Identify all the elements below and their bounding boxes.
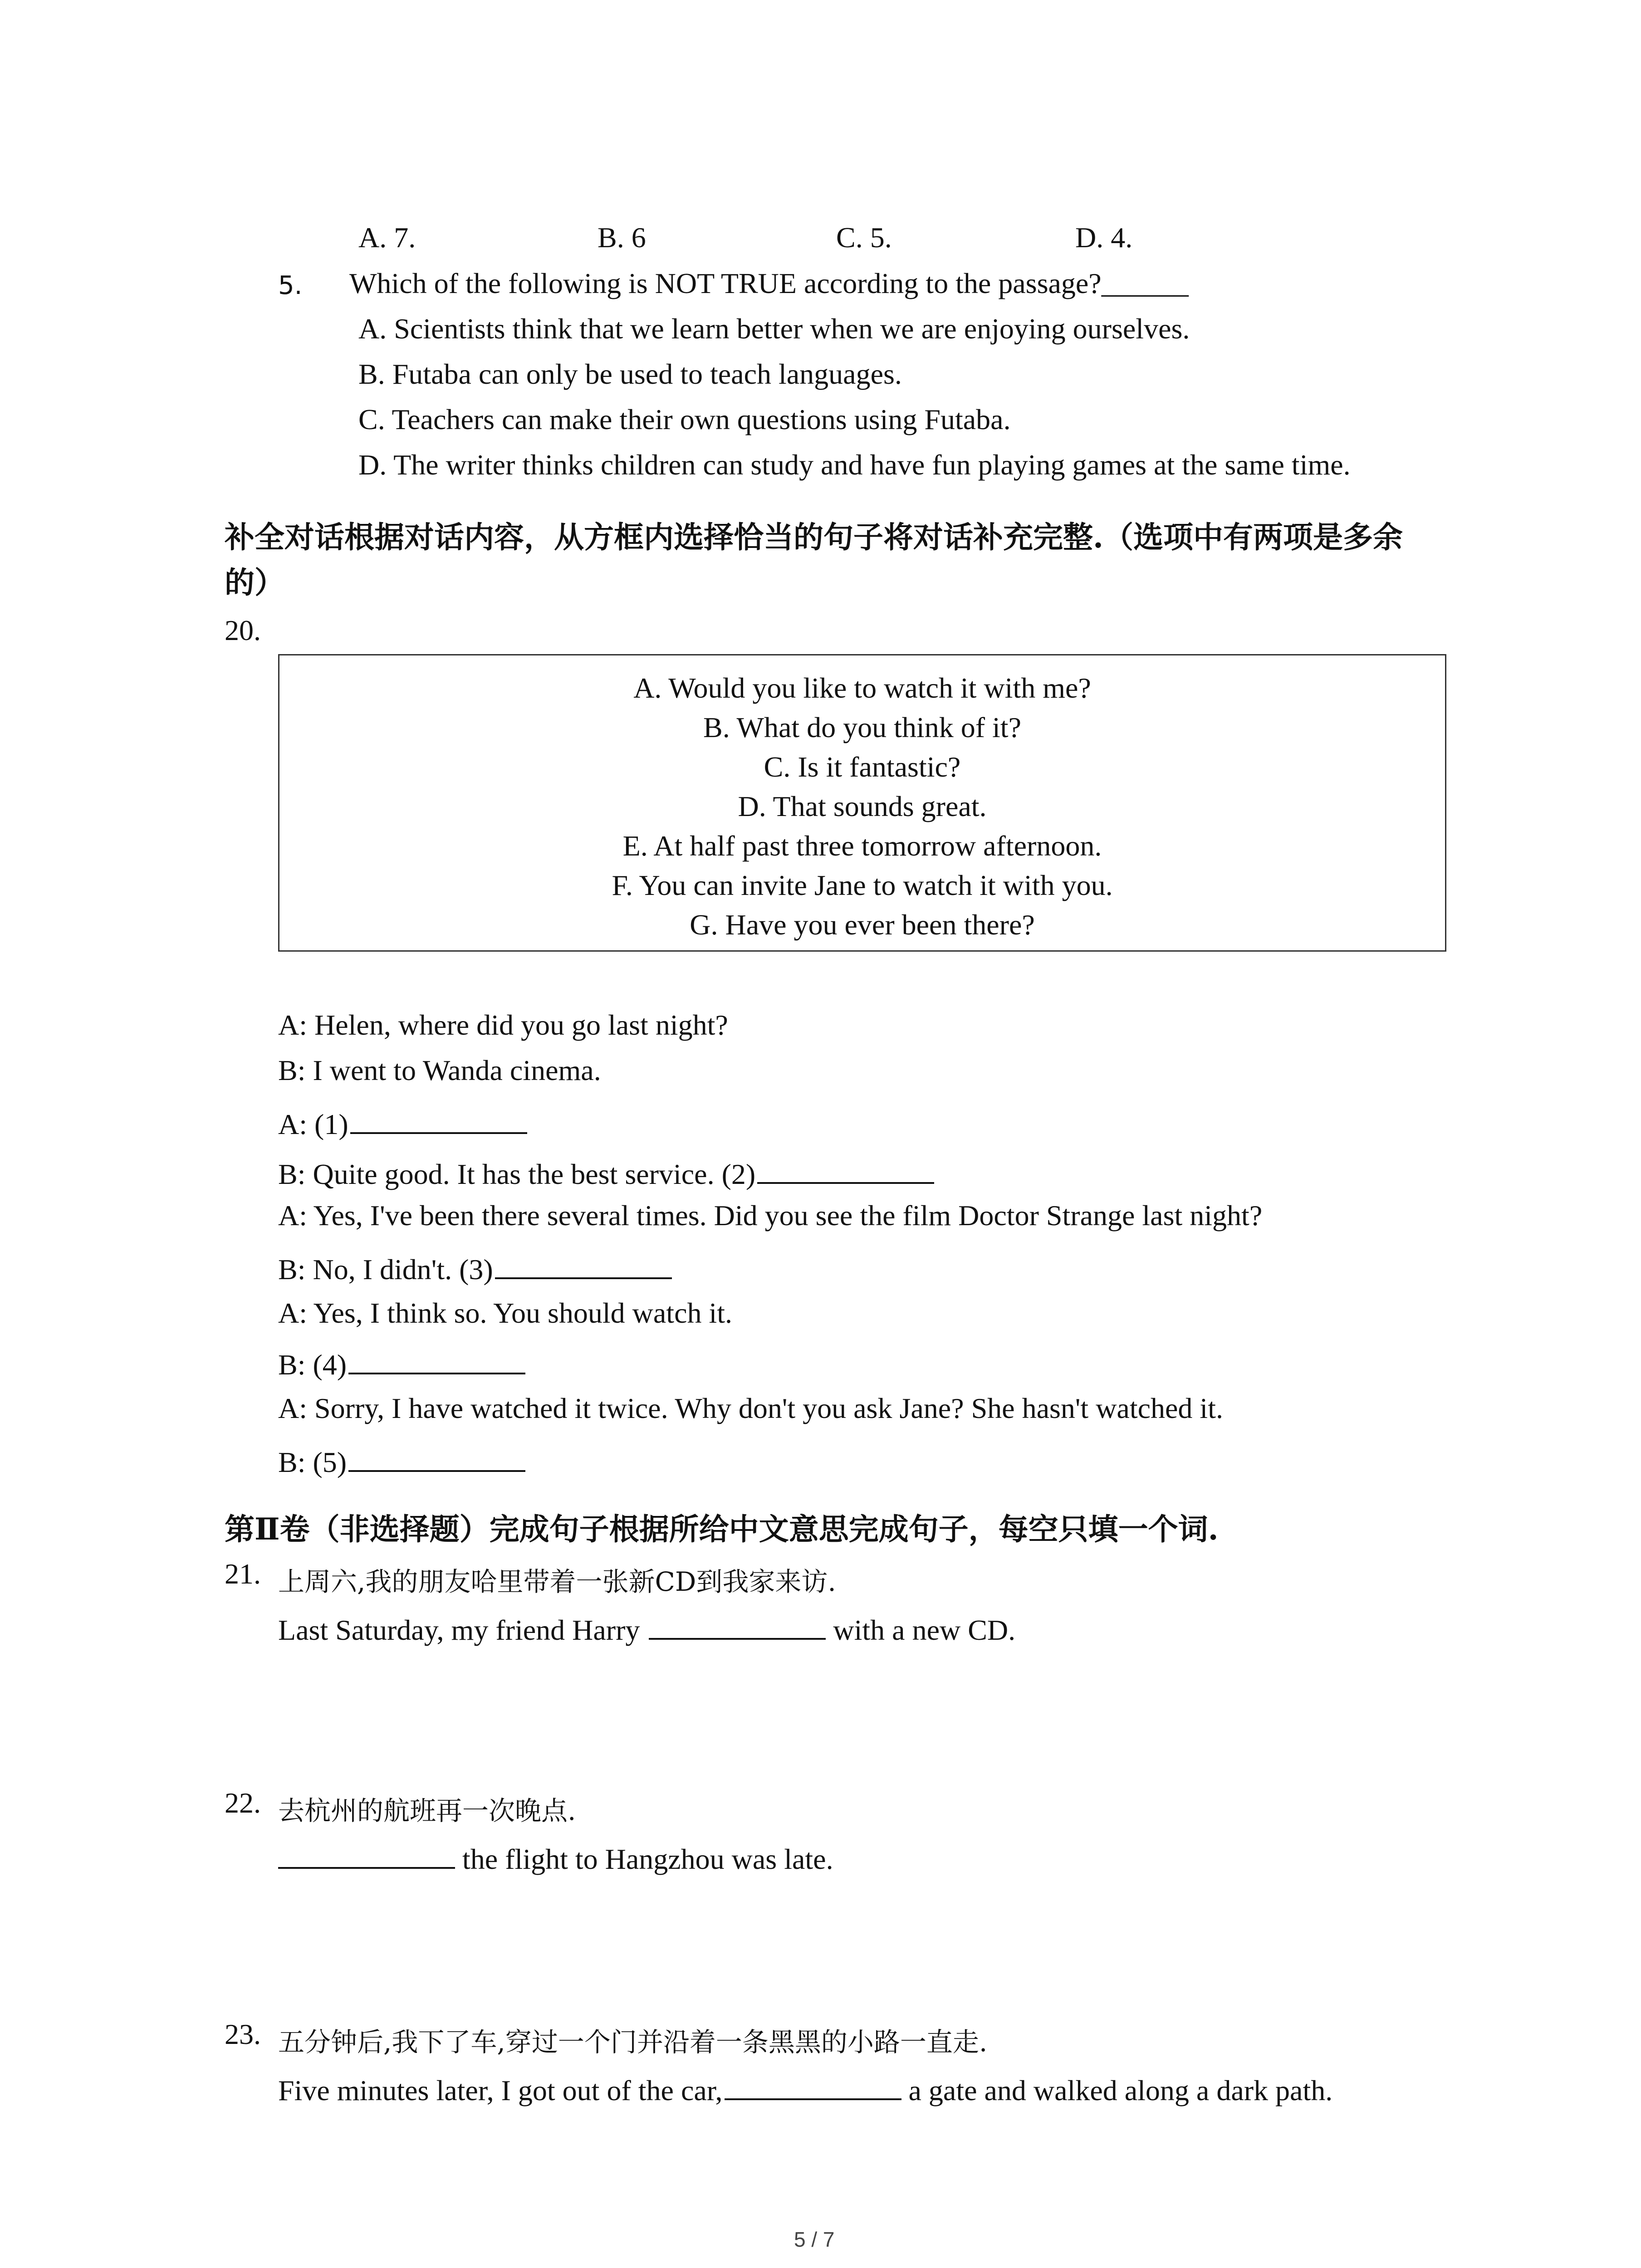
dialogue-line [278, 1106, 527, 1139]
q5-option-b: B. Futaba can only be used to teach languages. [358, 358, 902, 390]
answer-blank-1[interactable] [350, 1106, 527, 1134]
q23-before: Five minutes later, I got out of the car, [278, 2074, 723, 2107]
options-box [278, 654, 1446, 952]
answer-blank-4[interactable] [348, 1346, 525, 1374]
q22-chinese: 去杭州的航班再一次晚点. [278, 1795, 576, 1826]
q22-sentence [278, 1841, 833, 1874]
dialogue-text: A: (1) [278, 1108, 348, 1140]
q23-sentence [278, 2072, 1332, 2105]
box-option-a: A. Would you like to watch it with me? [633, 672, 1091, 704]
dialogue-line [278, 1444, 525, 1477]
box-option-d: D. That sounds great. [738, 790, 987, 822]
q4-option-d: D. 4. [1075, 221, 1133, 254]
q4-option-a: A. 7. [358, 221, 416, 254]
dialogue-line [278, 1156, 934, 1189]
dialogue-text: B: (4) [278, 1349, 347, 1381]
answer-blank-5[interactable] [348, 1444, 525, 1472]
q23-chinese: 五分钟后,我下了车,穿过一个门并沿着一条黑黑的小路一直走. [278, 2027, 988, 2058]
dialogue-text: B: (5) [278, 1446, 347, 1478]
question-number-21: 21. [225, 1558, 261, 1590]
question-number-23: 23. [225, 2018, 261, 2050]
q21-before: Last Saturday, my friend Harry [278, 1614, 640, 1646]
dialogue-section-heading: 补全对话根据对话内容，从方框内选择恰当的句子将对话补充完整.（选项中有两项是多余 [225, 519, 1403, 555]
q23-blank[interactable] [725, 2072, 901, 2100]
dialogue-text: B: I went to Wanda cinema. [278, 1054, 601, 1086]
q5-option-c: C. Teachers can make their own questions using Futaba. [358, 403, 1011, 435]
dialogue-line [278, 1251, 672, 1284]
dialogue-line [278, 1346, 525, 1379]
dialogue-text: B: No, I didn't. (3) [278, 1253, 493, 1286]
q5-number: 5. [278, 271, 303, 300]
dialogue-line [278, 1011, 728, 1040]
page-number: 5 / 7 [794, 2228, 835, 2251]
q21-sentence [278, 1612, 1015, 1645]
box-option-f: F. You can invite Jane to watch it with you. [612, 869, 1113, 901]
question-number-20: 20. [225, 614, 261, 646]
q22-after: the flight to Hangzhou was late. [462, 1843, 833, 1875]
dialogue-line [278, 1299, 732, 1328]
q4-option-b: B. 6 [598, 221, 646, 254]
dialogue-section-heading-cont: 的） [225, 565, 284, 600]
dialogue-text: A: Helen, where did you go last night? [278, 1009, 728, 1041]
q22-blank[interactable] [278, 1841, 455, 1869]
q5-option-d: D. The writer thinks children can study and have fun playing games at the same time. [358, 449, 1351, 481]
answer-blank-2[interactable] [757, 1156, 934, 1184]
dialogue-text: A: Yes, I think so. You should watch it. [278, 1297, 733, 1329]
q5-option-a: A. Scientists think that we learn better when we are enjoying ourselves. [358, 313, 1190, 345]
answer-blank-3[interactable] [495, 1251, 672, 1279]
q21-after: with a new CD. [833, 1614, 1016, 1646]
part-two-heading: 第Ⅱ卷（非选择题）完成句子根据所给中文意思完成句子，每空只填一个词. [225, 1511, 1219, 1547]
q5-question: Which of the following is NOT TRUE according to the passage?______ [349, 267, 1189, 299]
dialogue-line [278, 1201, 1262, 1230]
q4-option-c: C. 5. [836, 221, 892, 254]
dialogue-text: B: Quite good. It has the best service. (2) [278, 1158, 756, 1190]
box-option-b: B. What do you think of it? [703, 711, 1021, 743]
q21-chinese: 上周六,我的朋友哈里带着一张新CD到我家来访. [278, 1566, 836, 1597]
q21-blank[interactable] [649, 1612, 826, 1640]
dialogue-text: A: Yes, I've been there several times. Did you see the film Doctor Strange last night? [278, 1199, 1263, 1232]
dialogue-line [278, 1394, 1223, 1423]
box-option-e: E. At half past three tomorrow afternoon. [622, 830, 1102, 862]
box-option-c: C. Is it fantastic? [764, 751, 961, 783]
dialogue-text: A: Sorry, I have watched it twice. Why don't you ask Jane? She hasn't watched it. [278, 1392, 1223, 1424]
dialogue-line [278, 1056, 601, 1085]
q23-after: a gate and walked along a dark path. [908, 2074, 1333, 2107]
question-number-22: 22. [225, 1787, 261, 1819]
box-option-g: G. Have you ever been there? [690, 909, 1035, 941]
